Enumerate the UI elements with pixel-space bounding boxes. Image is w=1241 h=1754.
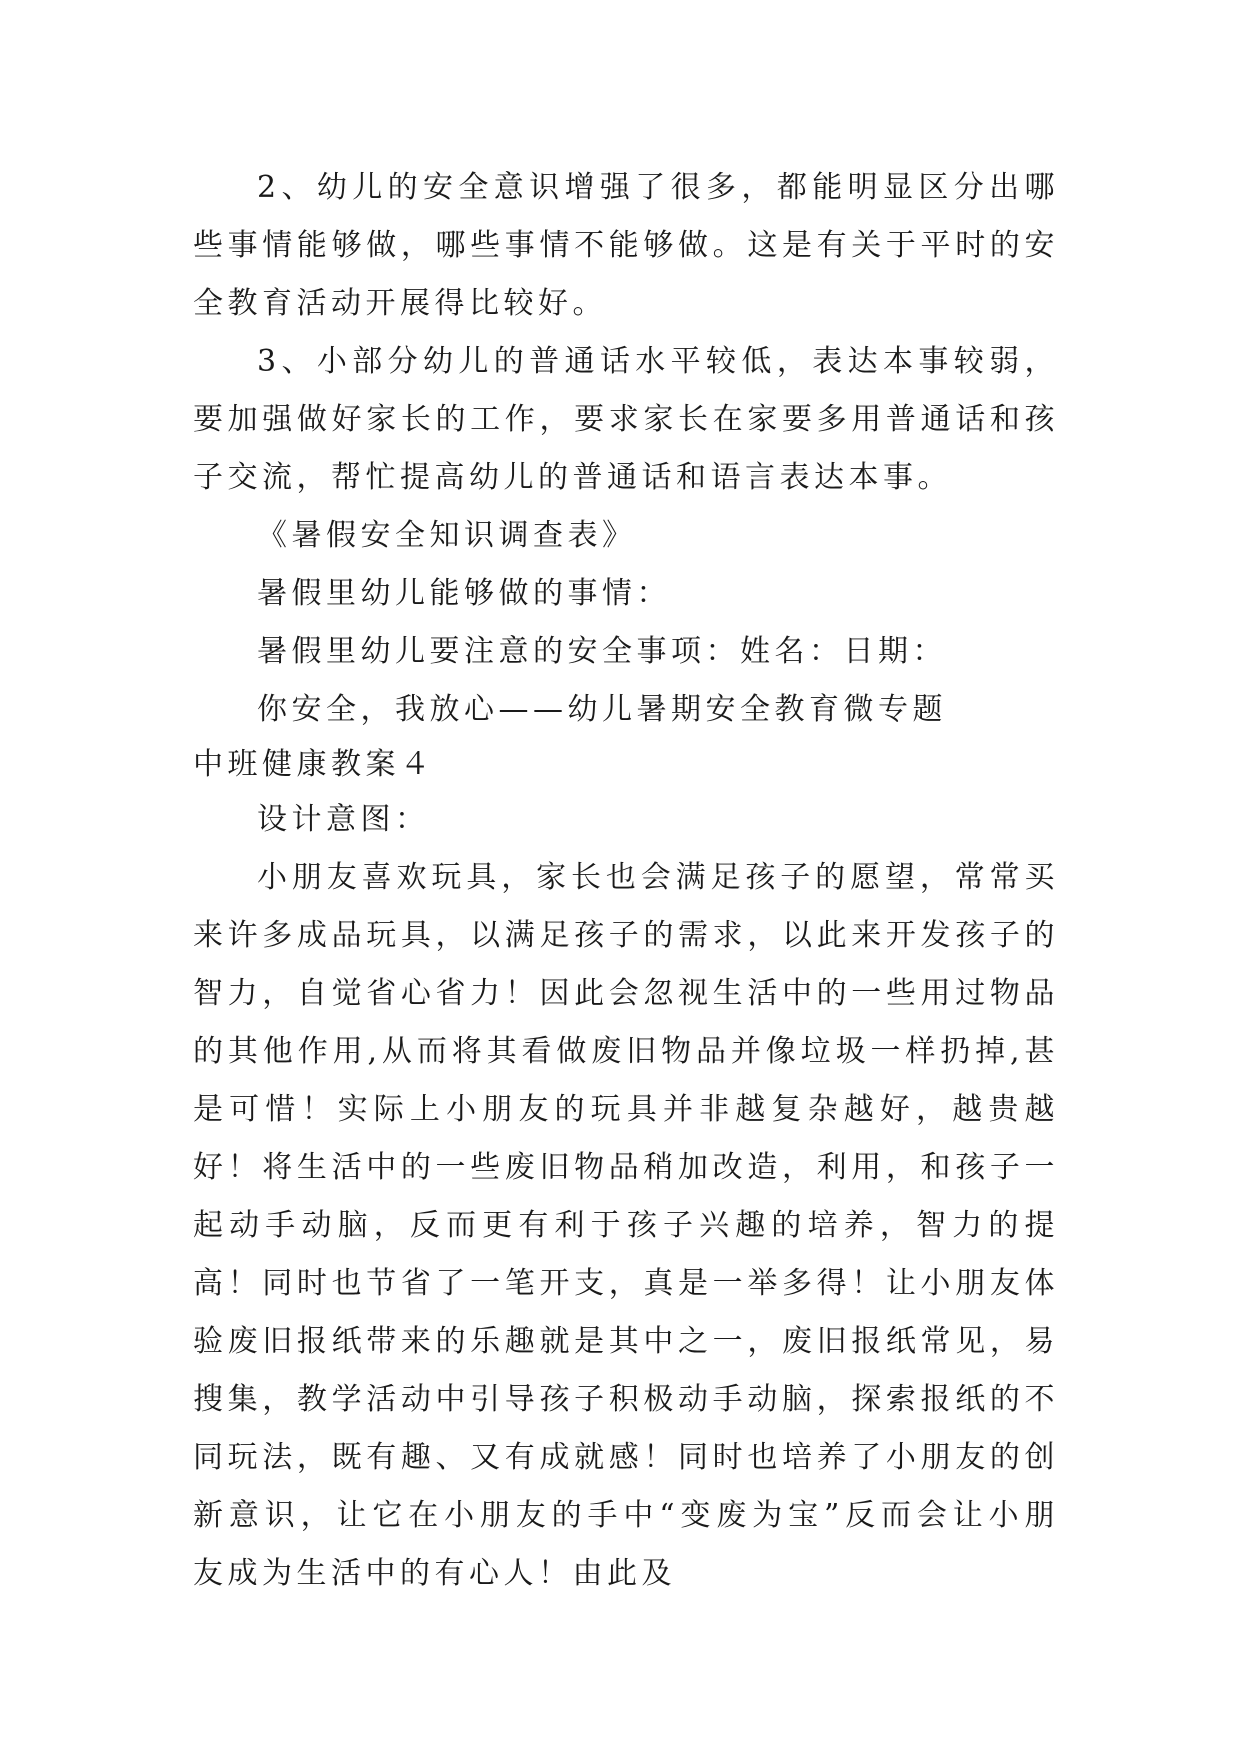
document-body	[193, 159, 1059, 1603]
lesson-plan-heading: 中班健康教案４	[193, 747, 435, 782]
paragraph-item-3: 3、小部分幼儿的普通话水平较低，表达本事较弱，要加强做好家长的工作，要求家长在家要多用普通话和孩子交流，帮忙提高幼儿的普通话和语言表达本事。	[193, 344, 1059, 495]
design-intent-paragraph: 小朋友喜欢玩具，家长也会满足孩子的愿望，常常买来许多成品玩具，以满足孩子的需求，以此来开发孩子的智力，自觉省心省力！因此会忽视生活中的一些用过物品的其他作用,从而将其看做废旧物品并像垃圾一样扔掉,甚是可惜！实际上小朋友的玩具并非越复杂越好，越贵越好！将生活中的一些废旧物品稍加改造，利用，和孩子一起动手动脑，反而更有利于孩子兴趣的培养，智力的提高！同时也节省了一笔开支，真是一举多得！让小朋友体验废旧报纸带来的乐趣就是其中之一，废旧报纸常见，易搜集，教学活动中引导孩子积极动手动脑，探索报纸的不同玩法，既有趣、又有成就感！同时也培养了小朋友的创新意识，让它在小朋友的手中“变废为宝”反而会让小朋友成为生活中的有心人！由此及	[193, 860, 1059, 1591]
design-intent-label: 设计意图：	[257, 802, 430, 837]
micro-topic-title: 你安全，我放心——幼儿暑期安全教育微专题	[257, 692, 947, 727]
survey-line-safety-items: 暑假里幼儿要注意的安全事项：姓名：日期：	[257, 634, 947, 669]
survey-title: 《暑假安全知识调查表》	[257, 518, 637, 553]
paragraph-item-2: 2、幼儿的安全意识增强了很多，都能明显区分出哪些事情能够做，哪些事情不能够做。这是有关于平时的安全教育活动开展得比较好。	[193, 170, 1059, 321]
survey-line-can-do: 暑假里幼儿能够做的事情：	[257, 576, 671, 611]
